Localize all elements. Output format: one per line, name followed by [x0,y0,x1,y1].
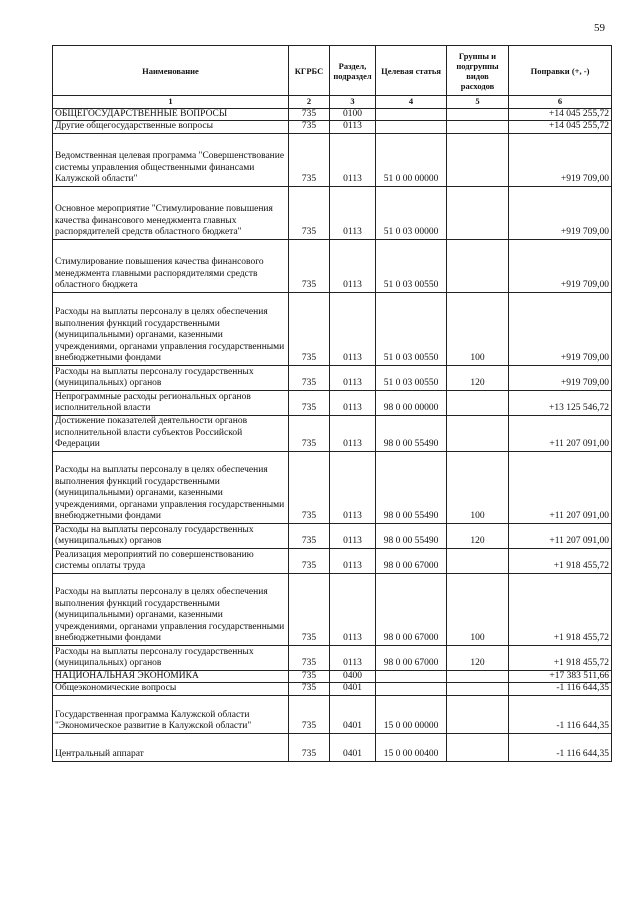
row-expense-group [447,415,509,451]
row-target-article [376,121,447,134]
row-kgrbs: 735 [289,573,330,645]
table-row [53,390,612,415]
col-header-amount: Поправки (+, -) [509,46,612,96]
col-header-name: Наименование [53,46,289,96]
table-row [53,133,612,186]
row-name: Расходы на выплаты персоналу в целях обеспечения выполнения функций государственными (муниципальными) органами, казенными учреждениями, органами управления государственными внебюджетными фондами [53,573,289,645]
row-target-article [376,670,447,683]
row-name: ОБЩЕГОСУДАРСТВЕННЫЕ ВОПРОСЫ [53,108,289,121]
header-row [53,46,612,96]
row-amount: -1 116 644,35 [509,695,612,733]
row-target-article: 51 0 03 00550 [376,239,447,292]
row-razdel: 0113 [330,415,376,451]
row-amount: +919 709,00 [509,133,612,186]
row-razdel: 0401 [330,733,376,761]
row-name: Центральный аппарат [53,733,289,761]
row-amount: +14 045 255,72 [509,121,612,134]
row-razdel: 0113 [330,390,376,415]
row-kgrbs: 735 [289,670,330,683]
row-kgrbs: 735 [289,239,330,292]
row-expense-group [447,683,509,696]
row-razdel: 0113 [330,133,376,186]
row-expense-group: 100 [447,292,509,365]
table-row [53,186,612,239]
row-kgrbs: 735 [289,121,330,134]
row-expense-group [447,695,509,733]
row-kgrbs: 735 [289,695,330,733]
row-razdel: 0113 [330,292,376,365]
table-row [53,239,612,292]
row-kgrbs: 735 [289,683,330,696]
row-name: Стимулирование повышения качества финансового менеджмента главными распорядителями средств областного бюджета [53,239,289,292]
row-expense-group: 100 [447,451,509,523]
table-row [53,670,612,683]
budget-table [52,45,612,762]
row-razdel: 0400 [330,670,376,683]
row-razdel: 0113 [330,121,376,134]
row-name: Непрограммные расходы региональных органов исполнительной власти [53,390,289,415]
table-row [53,733,612,761]
row-name: Расходы на выплаты персоналу государственных (муниципальных) органов [53,365,289,390]
row-kgrbs: 735 [289,292,330,365]
column-number: 4 [376,96,447,109]
column-number: 6 [509,96,612,109]
table-row [53,645,612,670]
row-expense-group [447,670,509,683]
table-row [53,548,612,573]
table-row [53,365,612,390]
table-row [53,292,612,365]
table-row [53,108,612,121]
col-header-kgrbs: КГРБС [289,46,330,96]
row-amount: +14 045 255,72 [509,108,612,121]
row-expense-group: 100 [447,573,509,645]
row-amount: +1 918 455,72 [509,548,612,573]
row-kgrbs: 735 [289,365,330,390]
col-header-razdel: Раздел, подраздел [330,46,376,96]
column-number: 3 [330,96,376,109]
row-razdel: 0113 [330,523,376,548]
row-name: Реализация мероприятий по совершенствованию системы оплаты труда [53,548,289,573]
row-razdel: 0113 [330,451,376,523]
row-target-article: 98 0 00 55490 [376,523,447,548]
table-row [53,415,612,451]
row-expense-group [447,108,509,121]
row-name: Достижение показателей деятельности органов исполнительной власти субъектов Российской Федерации [53,415,289,451]
col-header-group: Группы и подгруппы видов расходов [447,46,509,96]
table-row [53,523,612,548]
row-kgrbs: 735 [289,548,330,573]
row-target-article: 98 0 00 67000 [376,645,447,670]
column-number: 1 [53,96,289,109]
row-amount: +919 709,00 [509,365,612,390]
row-razdel: 0113 [330,573,376,645]
row-kgrbs: 735 [289,451,330,523]
row-expense-group [447,186,509,239]
row-expense-group [447,733,509,761]
row-expense-group [447,133,509,186]
table-row [53,695,612,733]
row-target-article: 51 0 03 00550 [376,292,447,365]
row-target-article: 98 0 00 55490 [376,415,447,451]
row-razdel: 0113 [330,239,376,292]
row-razdel: 0401 [330,695,376,733]
row-name: Расходы на выплаты персоналу в целях обеспечения выполнения функций государственными (муниципальными) органами, казенными учреждениями, органами управления государственными внебюджетными фондами [53,292,289,365]
row-expense-group [447,239,509,292]
row-amount: +1 918 455,72 [509,645,612,670]
row-razdel: 0100 [330,108,376,121]
row-kgrbs: 735 [289,133,330,186]
row-amount: +11 207 091,00 [509,523,612,548]
row-target-article: 51 0 03 00000 [376,186,447,239]
column-number: 5 [447,96,509,109]
row-razdel: 0113 [330,548,376,573]
row-razdel: 0113 [330,365,376,390]
row-target-article [376,683,447,696]
page-number: 59 [594,22,605,34]
row-name: Основное мероприятие "Стимулирование повышения качества финансового менеджмента главных распорядителей средств областного бюджета" [53,186,289,239]
row-target-article: 51 0 00 00000 [376,133,447,186]
row-amount: +13 125 546,72 [509,390,612,415]
row-target-article: 98 0 00 67000 [376,573,447,645]
row-name: Расходы на выплаты персоналу государственных (муниципальных) органов [53,645,289,670]
row-razdel: 0113 [330,186,376,239]
row-target-article: 98 0 00 67000 [376,548,447,573]
col-header-target: Целевая статья [376,46,447,96]
column-number: 2 [289,96,330,109]
row-amount: +1 918 455,72 [509,573,612,645]
table-row [53,683,612,696]
row-expense-group: 120 [447,365,509,390]
table-row [53,121,612,134]
row-amount: +11 207 091,00 [509,451,612,523]
row-amount: +919 709,00 [509,239,612,292]
row-name: Расходы на выплаты персоналу государственных (муниципальных) органов [53,523,289,548]
row-name: Государственная программа Калужской области "Экономическое развитие в Калужской области" [53,695,289,733]
row-target-article: 15 0 00 00000 [376,695,447,733]
table-row [53,573,612,645]
row-expense-group [447,548,509,573]
row-amount: +919 709,00 [509,186,612,239]
table-body [53,108,612,761]
row-target-article: 98 0 00 55490 [376,451,447,523]
column-number-row [53,96,612,109]
row-name: Общеэкономические вопросы [53,683,289,696]
row-name: Расходы на выплаты персоналу в целях обеспечения выполнения функций государственными (муниципальными) органами, казенными учреждениями, органами управления государственными внебюджетными фондами [53,451,289,523]
row-kgrbs: 735 [289,645,330,670]
row-razdel: 0401 [330,683,376,696]
row-kgrbs: 735 [289,390,330,415]
row-amount: -1 116 644,35 [509,733,612,761]
row-amount: -1 116 644,35 [509,683,612,696]
row-kgrbs: 735 [289,186,330,239]
row-expense-group [447,121,509,134]
row-target-article [376,108,447,121]
row-expense-group: 120 [447,645,509,670]
row-target-article: 51 0 03 00550 [376,365,447,390]
row-amount: +17 383 511,66 [509,670,612,683]
row-expense-group: 120 [447,523,509,548]
row-kgrbs: 735 [289,415,330,451]
table-row [53,451,612,523]
row-kgrbs: 735 [289,108,330,121]
row-name: НАЦИОНАЛЬНАЯ ЭКОНОМИКА [53,670,289,683]
row-kgrbs: 735 [289,523,330,548]
row-name: Ведомственная целевая программа "Совершенствование системы управления общественными финансами Калужской области" [53,133,289,186]
row-amount: +11 207 091,00 [509,415,612,451]
row-amount: +919 709,00 [509,292,612,365]
row-razdel: 0113 [330,645,376,670]
row-name: Другие общегосударственные вопросы [53,121,289,134]
row-target-article: 98 0 00 00000 [376,390,447,415]
row-target-article: 15 0 00 00400 [376,733,447,761]
row-expense-group [447,390,509,415]
row-kgrbs: 735 [289,733,330,761]
